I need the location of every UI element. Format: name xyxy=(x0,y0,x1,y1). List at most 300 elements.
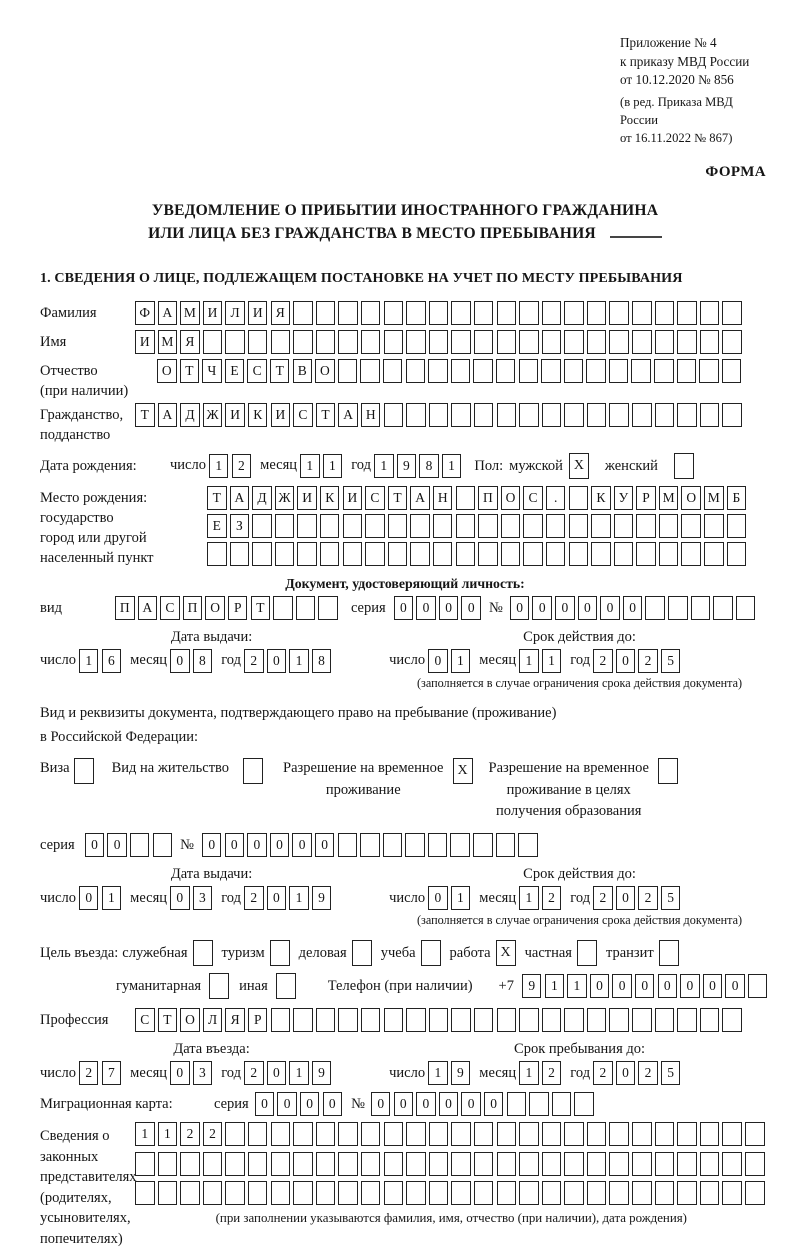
char-cell xyxy=(474,1008,494,1032)
char-cell xyxy=(497,1181,517,1205)
char-cell xyxy=(474,1152,494,1176)
char-cell xyxy=(451,1008,471,1032)
day-label: число xyxy=(389,652,426,669)
char-cell xyxy=(722,301,742,325)
char-cell xyxy=(700,1122,720,1146)
birth-place-block xyxy=(40,486,770,568)
char-cell xyxy=(636,542,656,566)
char-cell xyxy=(271,1181,291,1205)
permit-issue-day xyxy=(79,886,124,910)
residence-permit-checkbox xyxy=(243,758,263,784)
char-cell: Ф xyxy=(135,301,155,325)
char-cell xyxy=(700,301,720,325)
char-cell xyxy=(699,359,719,383)
phone-prefix: +7 xyxy=(498,977,514,994)
char-cell xyxy=(429,1122,449,1146)
citizenship-label: Гражданство, xyxy=(40,406,124,423)
char-cell xyxy=(501,514,521,538)
gender-male-label: мужской xyxy=(509,457,563,474)
char-cell xyxy=(361,330,381,354)
char-cell xyxy=(158,1181,178,1205)
char-cell: 2 xyxy=(244,1061,264,1085)
char-cell xyxy=(203,1181,223,1205)
char-cell xyxy=(433,542,453,566)
appendix-line: к приказу МВД России xyxy=(620,53,750,69)
gender-label: Пол: xyxy=(474,457,504,474)
char-cell xyxy=(587,1152,607,1176)
char-cell xyxy=(609,330,629,354)
char-cell xyxy=(677,1152,697,1176)
char-cell: А xyxy=(138,596,158,620)
char-cell xyxy=(677,1008,697,1032)
birth-month-cells xyxy=(300,454,345,478)
char-cell: 0 xyxy=(600,596,620,620)
purpose-official-label: служебная xyxy=(122,944,188,961)
char-cell: М xyxy=(180,301,200,325)
char-cell xyxy=(564,1152,584,1176)
char-cell xyxy=(429,403,449,427)
char-cell: Ч xyxy=(202,359,222,383)
char-cell: 1 xyxy=(545,974,565,998)
char-cell xyxy=(478,514,498,538)
char-cell xyxy=(451,301,471,325)
migration-card-row xyxy=(40,1092,770,1116)
char-cell xyxy=(722,1181,742,1205)
char-cell: 0 xyxy=(532,596,552,620)
char-cell xyxy=(406,1122,426,1146)
char-cell: 0 xyxy=(277,1092,297,1116)
char-cell: Т xyxy=(180,359,200,383)
char-cell xyxy=(225,1122,245,1146)
char-cell xyxy=(587,1122,607,1146)
char-cell xyxy=(474,330,494,354)
birth-date-row xyxy=(40,453,770,479)
char-cell xyxy=(677,1181,697,1205)
edu-permit-checkbox xyxy=(658,758,678,784)
char-cell xyxy=(542,403,562,427)
char-cell xyxy=(225,1181,245,1205)
char-cell xyxy=(722,1152,742,1176)
appendix-header xyxy=(620,34,770,148)
char-cell xyxy=(451,1181,471,1205)
char-cell: 1 xyxy=(102,886,122,910)
char-cell: 0 xyxy=(658,974,678,998)
char-cell xyxy=(428,833,448,857)
char-cell: 0 xyxy=(170,886,190,910)
char-cell xyxy=(135,1152,155,1176)
char-cell: 0 xyxy=(371,1092,391,1116)
char-cell xyxy=(429,1008,449,1032)
char-cell xyxy=(668,596,688,620)
char-cell xyxy=(497,330,517,354)
char-cell xyxy=(529,1092,549,1116)
char-cell: О xyxy=(681,486,701,510)
char-cell xyxy=(704,514,724,538)
valid-until-heading: Срок действия до: xyxy=(523,866,636,883)
char-cell xyxy=(384,330,404,354)
representatives-label3: представителях xyxy=(40,1169,137,1186)
char-cell: 0 xyxy=(703,974,723,998)
char-cell xyxy=(574,1092,594,1116)
char-cell xyxy=(655,1122,675,1146)
char-cell xyxy=(293,1008,313,1032)
char-cell: 7 xyxy=(102,1061,122,1085)
char-cell xyxy=(677,403,697,427)
day-label: число xyxy=(389,1064,426,1081)
char-cell: Л xyxy=(225,301,245,325)
char-cell xyxy=(591,514,611,538)
char-cell xyxy=(745,1122,765,1146)
char-cell xyxy=(338,1122,358,1146)
char-cell xyxy=(388,514,408,538)
representatives-block xyxy=(40,1122,770,1249)
char-cell xyxy=(248,1122,268,1146)
char-cell xyxy=(384,1152,404,1176)
char-cell xyxy=(406,1008,426,1032)
char-cell: 0 xyxy=(292,833,312,857)
char-cell: Б xyxy=(727,486,747,510)
purpose-tourism-label: туризм xyxy=(221,944,265,961)
char-cell xyxy=(681,514,701,538)
char-cell xyxy=(451,330,471,354)
temp-permit-label-line1: Разрешение на временное xyxy=(283,759,444,776)
char-cell xyxy=(523,542,543,566)
char-cell xyxy=(406,1181,426,1205)
char-cell xyxy=(591,542,611,566)
char-cell xyxy=(677,359,697,383)
month-label: месяц xyxy=(479,889,517,906)
char-cell xyxy=(318,596,338,620)
char-cell xyxy=(496,833,516,857)
char-cell xyxy=(361,301,381,325)
char-cell: 5 xyxy=(661,1061,681,1085)
year-label: год xyxy=(221,889,241,906)
char-cell: 2 xyxy=(79,1061,99,1085)
char-cell: А xyxy=(230,486,250,510)
char-cell: 1 xyxy=(519,886,539,910)
char-cell: 1 xyxy=(323,454,343,478)
doc-issue-day xyxy=(79,649,124,673)
char-cell xyxy=(587,1008,607,1032)
title-blank-underline xyxy=(610,222,662,238)
char-cell: С xyxy=(523,486,543,510)
surname-row xyxy=(40,301,770,325)
char-cell xyxy=(293,301,313,325)
char-cell: 2 xyxy=(593,886,613,910)
char-cell xyxy=(248,1181,268,1205)
char-cell xyxy=(587,1181,607,1205)
surname-label: Фамилия xyxy=(40,304,97,321)
char-cell xyxy=(473,833,493,857)
char-cell: 5 xyxy=(661,886,681,910)
year-label: год xyxy=(570,1064,591,1081)
section1-heading: 1. СВЕДЕНИЯ О ЛИЦЕ, ПОДЛЕЖАЩЕМ ПОСТАНОВКЕ НА УЧЕТ ПО МЕСТУ ПРЕБЫВАНИЯ xyxy=(40,269,683,286)
char-cell xyxy=(614,542,634,566)
char-cell xyxy=(609,1152,629,1176)
purpose-private-checkbox xyxy=(577,940,597,966)
visa-label: Виза xyxy=(40,759,70,776)
visa-checkbox xyxy=(74,758,94,784)
char-cell xyxy=(542,301,562,325)
month-label: месяц xyxy=(130,889,168,906)
char-cell xyxy=(343,514,363,538)
char-cell: О xyxy=(205,596,225,620)
appendix-line: Приложение № 4 xyxy=(620,35,717,50)
char-cell: 1 xyxy=(542,649,562,673)
char-cell: 0 xyxy=(225,833,245,857)
purpose-study-checkbox xyxy=(421,940,441,966)
char-cell: 9 xyxy=(397,454,417,478)
char-cell xyxy=(474,301,494,325)
char-cell: 1 xyxy=(451,886,471,910)
char-cell: . xyxy=(546,486,566,510)
char-cell xyxy=(406,403,426,427)
char-cell xyxy=(248,1152,268,1176)
edu-permit-label-line2: проживание в целях xyxy=(506,781,631,798)
char-cell: У xyxy=(614,486,634,510)
char-cell: О xyxy=(501,486,521,510)
char-cell xyxy=(338,330,358,354)
permit-number-label: № xyxy=(180,837,194,854)
char-cell xyxy=(343,542,363,566)
char-cell: С xyxy=(160,596,180,620)
char-cell xyxy=(722,1122,742,1146)
char-cell xyxy=(681,542,701,566)
char-cell: 0 xyxy=(267,1061,287,1085)
char-cell: 0 xyxy=(394,596,414,620)
year-label: год xyxy=(570,652,591,669)
char-cell xyxy=(429,301,449,325)
char-cell xyxy=(410,514,430,538)
char-cell xyxy=(361,1181,381,1205)
char-cell: Я xyxy=(271,301,291,325)
char-cell: О xyxy=(180,1008,200,1032)
char-cell: 2 xyxy=(638,1061,658,1085)
residence-permit-label: Вид на жительство xyxy=(111,759,230,776)
birth-year-cells xyxy=(374,454,464,478)
edition-line: от 16.11.2022 № 867) xyxy=(620,130,733,145)
char-cell xyxy=(384,1008,404,1032)
char-cell xyxy=(406,359,426,383)
residence-doc-dates xyxy=(40,866,770,928)
char-cell: И xyxy=(248,301,268,325)
char-cell xyxy=(338,833,358,857)
char-cell xyxy=(293,1152,313,1176)
char-cell xyxy=(727,542,747,566)
purpose-other-checkbox xyxy=(276,973,296,999)
visit-purpose-row2 xyxy=(116,973,770,999)
purpose-official-checkbox xyxy=(193,940,213,966)
char-cell xyxy=(655,1152,675,1176)
birth-place-label4: населенный пункт xyxy=(40,549,154,566)
char-cell: 2 xyxy=(638,649,658,673)
birth-place-cells-row1 xyxy=(207,486,749,510)
residence-doc-number-row xyxy=(40,833,770,857)
char-cell: Т xyxy=(270,359,290,383)
char-cell: В xyxy=(293,359,313,383)
char-cell: 0 xyxy=(484,1092,504,1116)
char-cell xyxy=(271,1122,291,1146)
char-cell: 0 xyxy=(107,833,127,857)
char-cell xyxy=(225,1152,245,1176)
year-label: год xyxy=(351,457,371,474)
char-cell: Т xyxy=(207,486,227,510)
char-cell xyxy=(519,359,539,383)
char-cell: Т xyxy=(251,596,271,620)
char-cell: 0 xyxy=(578,596,598,620)
char-cell xyxy=(636,514,656,538)
char-cell xyxy=(632,1152,652,1176)
char-cell xyxy=(451,1122,471,1146)
purpose-business-checkbox xyxy=(352,940,372,966)
char-cell xyxy=(230,542,250,566)
char-cell xyxy=(338,1008,358,1032)
char-cell xyxy=(632,1122,652,1146)
char-cell: Н xyxy=(361,403,381,427)
char-cell: 0 xyxy=(416,596,436,620)
char-cell: 0 xyxy=(170,649,190,673)
char-cell: 9 xyxy=(522,974,542,998)
day-label: число xyxy=(389,889,426,906)
char-cell xyxy=(518,833,538,857)
representatives-cells-row1 xyxy=(135,1122,768,1146)
char-cell xyxy=(713,596,733,620)
char-cell: 2 xyxy=(593,1061,613,1085)
char-cell: К xyxy=(591,486,611,510)
day-label: число xyxy=(170,457,206,474)
char-cell xyxy=(655,403,675,427)
representatives-cells-row2 xyxy=(135,1152,768,1176)
char-cell xyxy=(271,1008,291,1032)
char-cell xyxy=(429,1181,449,1205)
char-cell xyxy=(541,359,561,383)
identity-doc-dates xyxy=(40,629,770,691)
residence-doc-intro-line1: Вид и реквизиты документа, подтверждающего право на пребывание (проживание) xyxy=(40,704,557,721)
char-cell xyxy=(252,542,272,566)
char-cell: 2 xyxy=(638,886,658,910)
char-cell xyxy=(722,403,742,427)
birth-place-label3: город или другой xyxy=(40,529,147,546)
char-cell xyxy=(429,1152,449,1176)
char-cell xyxy=(180,1181,200,1205)
char-cell: 0 xyxy=(170,1061,190,1085)
char-cell xyxy=(456,542,476,566)
char-cell xyxy=(316,1122,336,1146)
month-label: месяц xyxy=(479,652,517,669)
representatives-label5: усыновителях, xyxy=(40,1210,131,1227)
residence-doc-intro xyxy=(40,701,770,750)
char-cell xyxy=(384,1122,404,1146)
char-cell xyxy=(478,542,498,566)
temp-permit-checkbox: X xyxy=(453,758,473,784)
char-cell xyxy=(361,1122,381,1146)
char-cell: 0 xyxy=(680,974,700,998)
char-cell xyxy=(429,330,449,354)
char-cell xyxy=(722,330,742,354)
birth-place-label: Место рождения: xyxy=(40,489,148,506)
char-cell: А xyxy=(158,403,178,427)
char-cell: Т xyxy=(316,403,336,427)
char-cell xyxy=(316,1152,336,1176)
char-cell: Н xyxy=(433,486,453,510)
char-cell: 0 xyxy=(439,596,459,620)
birth-place-label2: государство xyxy=(40,509,114,526)
appendix-line: от 10.12.2020 № 856 xyxy=(620,72,734,88)
char-cell: И xyxy=(225,403,245,427)
char-cell: 9 xyxy=(451,1061,471,1085)
char-cell xyxy=(316,1008,336,1032)
char-cell xyxy=(497,403,517,427)
migcard-number-label: № xyxy=(351,1095,365,1112)
char-cell xyxy=(320,514,340,538)
char-cell xyxy=(207,542,227,566)
char-cell: 1 xyxy=(289,886,309,910)
char-cell: Р xyxy=(636,486,656,510)
char-cell xyxy=(704,542,724,566)
char-cell: Я xyxy=(180,330,200,354)
char-cell: З xyxy=(230,514,250,538)
char-cell xyxy=(655,1008,675,1032)
permit-valid-month xyxy=(519,886,564,910)
char-cell xyxy=(383,833,403,857)
char-cell xyxy=(609,1181,629,1205)
patronymic-label-note: (при наличии) xyxy=(40,382,129,399)
char-cell xyxy=(153,833,173,857)
doc-seriya-label: серия xyxy=(350,599,386,616)
char-cell xyxy=(587,403,607,427)
stay-until-day xyxy=(428,1061,473,1085)
char-cell xyxy=(410,542,430,566)
char-cell xyxy=(135,1181,155,1205)
representatives-label6: попечителях) xyxy=(40,1230,123,1247)
form-label: ФОРМА xyxy=(705,163,766,180)
char-cell: 0 xyxy=(725,974,745,998)
edu-permit-option xyxy=(489,758,678,823)
phone-label: Телефон (при наличии) xyxy=(327,977,473,994)
char-cell: 1 xyxy=(519,649,539,673)
char-cell xyxy=(722,359,742,383)
char-cell: 2 xyxy=(203,1122,223,1146)
char-cell xyxy=(316,1181,336,1205)
residence-permit-option xyxy=(112,758,263,784)
char-cell xyxy=(677,1122,697,1146)
char-cell xyxy=(451,1152,471,1176)
char-cell xyxy=(361,1152,381,1176)
char-cell: Р xyxy=(248,1008,268,1032)
char-cell: Д xyxy=(180,403,200,427)
entry-year xyxy=(244,1061,334,1085)
char-cell xyxy=(609,359,629,383)
char-cell xyxy=(587,301,607,325)
char-cell xyxy=(338,1152,358,1176)
char-cell xyxy=(700,403,720,427)
char-cell xyxy=(180,1152,200,1176)
char-cell xyxy=(451,359,471,383)
purpose-work-label: работа xyxy=(449,944,491,961)
char-cell xyxy=(655,1181,675,1205)
patronymic-cells xyxy=(157,359,744,383)
char-cell xyxy=(296,596,316,620)
char-cell xyxy=(519,1008,539,1032)
char-cell: 1 xyxy=(289,649,309,673)
char-cell: 1 xyxy=(300,454,320,478)
char-cell xyxy=(406,1152,426,1176)
visit-purpose-label: Цель въезда: xyxy=(40,944,119,961)
char-cell xyxy=(659,514,679,538)
char-cell: 1 xyxy=(135,1122,155,1146)
char-cell: 0 xyxy=(202,833,222,857)
char-cell: О xyxy=(315,359,335,383)
